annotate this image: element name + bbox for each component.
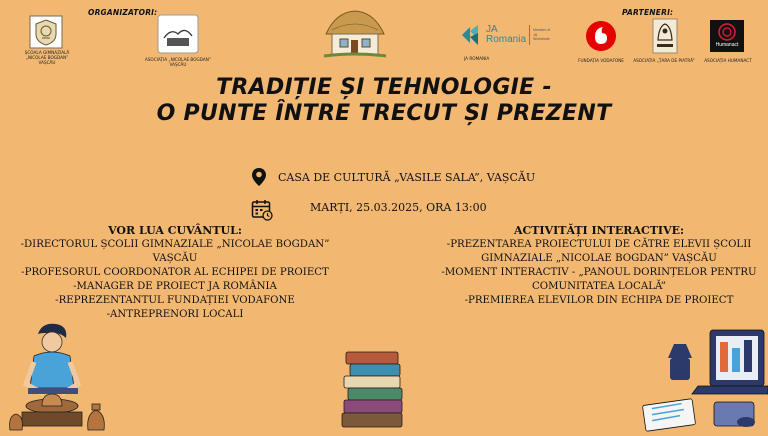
humanact-logo-icon [710, 20, 744, 52]
potter-at-wheel-icon [8, 322, 112, 432]
association-caption-line1: ASOCIAȚIA „NICOLAE BOGDAN” [144, 57, 212, 62]
humanact-name: Humanact [715, 42, 739, 48]
laptop-desk-icon [634, 322, 768, 432]
ja-romania-tagline: Member of JA Worldwide [533, 28, 551, 42]
speaker-item: -REPREZENTANTUL FUNDAȚIEI VODAFONE [55, 295, 295, 306]
school-caption-line1: ȘCOALA GIMNAZIALĂ [24, 50, 70, 55]
activity-item: -PREMIEREA ELEVILOR DIN ECHIPA DE PROIECT [464, 295, 734, 306]
partner-humanact [700, 20, 756, 63]
activity-item: -PREZENTAREA PROIECTULUI DE CĂTRE ELEVII ȘCOLII [446, 239, 752, 250]
organizers-label: ORGANIZATORI: [88, 8, 158, 17]
speakers-section [0, 224, 350, 322]
event-location: CASA DE CULTURĂ „VASILE SALA”, VAȘCĂU [278, 171, 536, 184]
partner-tara-de-piatra [633, 18, 695, 63]
activity-item: COMUNITATEA LOCALĂ” [531, 281, 667, 292]
partner-vodafone [576, 20, 626, 63]
speakers-heading: VOR LUA CUVÂNTUL: [108, 224, 242, 237]
title-line-2: O PUNTE ÎNTRE TRECUT ȘI PREZENT [156, 101, 612, 126]
thatched-house-icon [322, 8, 388, 60]
vodafone-logo-icon [585, 20, 617, 52]
activities-heading: ACTIVITĂȚI INTERACTIVE: [513, 224, 685, 237]
title-line-1: TRADIȚIE ȘI TEHNOLOGIE - [216, 75, 552, 100]
calendar-icon [251, 199, 273, 221]
organizer-association [143, 14, 213, 67]
speaker-item: -DIRECTORUL ȘCOLII GIMNAZIALE „NICOLAE BOGDAN” VAȘCĂU [20, 239, 330, 264]
speaker-item: -ANTREPRENORI LOCALI [106, 309, 244, 320]
vodafone-caption: FUNDAȚIA VODAFONE [578, 58, 624, 63]
page-title [150, 75, 618, 127]
ja-romania-logo-icon [460, 23, 484, 47]
map-pin-icon [251, 167, 271, 189]
tara-de-piatra-caption: ASOCIAȚIA „ȚARA DE PIATRĂ” [633, 58, 695, 63]
speaker-item: -PROFESORUL COORDONATOR AL ECHIPEI DE PROIECT [21, 267, 329, 278]
school-crest-icon [28, 14, 64, 50]
book-stack-icon [340, 350, 410, 432]
association-caption-line2: VAȘCĂU [169, 62, 187, 67]
association-logo-icon [157, 14, 199, 54]
activities-section [440, 224, 758, 308]
ja-romania-caption: JA ROMANIA [464, 56, 490, 61]
humanact-caption: ASOCIAȚIA HUMANACT [704, 58, 752, 63]
ja-romania-name: JA Romania [486, 24, 527, 45]
tara-de-piatra-logo-icon [652, 18, 678, 54]
school-caption-line2: „NICOLAE BOGDAN” VAȘCĂU [25, 55, 69, 65]
activity-item: GIMNAZIALE „NICOLAE BOGDAN” VAȘCĂU [481, 253, 717, 264]
speaker-item: -MANAGER DE PROIECT JA ROMÂNIA [73, 281, 277, 292]
organizer-school [22, 14, 72, 65]
activity-item: -MOMENT INTERACTIV - „PANOUL DORINȚELOR PENTRU [441, 267, 757, 278]
partners-label: PARTENERI: [622, 8, 674, 17]
partner-ja-romania [460, 20, 552, 61]
event-datetime: MARȚI, 25.03.2025, ORA 13:00 [310, 201, 487, 214]
